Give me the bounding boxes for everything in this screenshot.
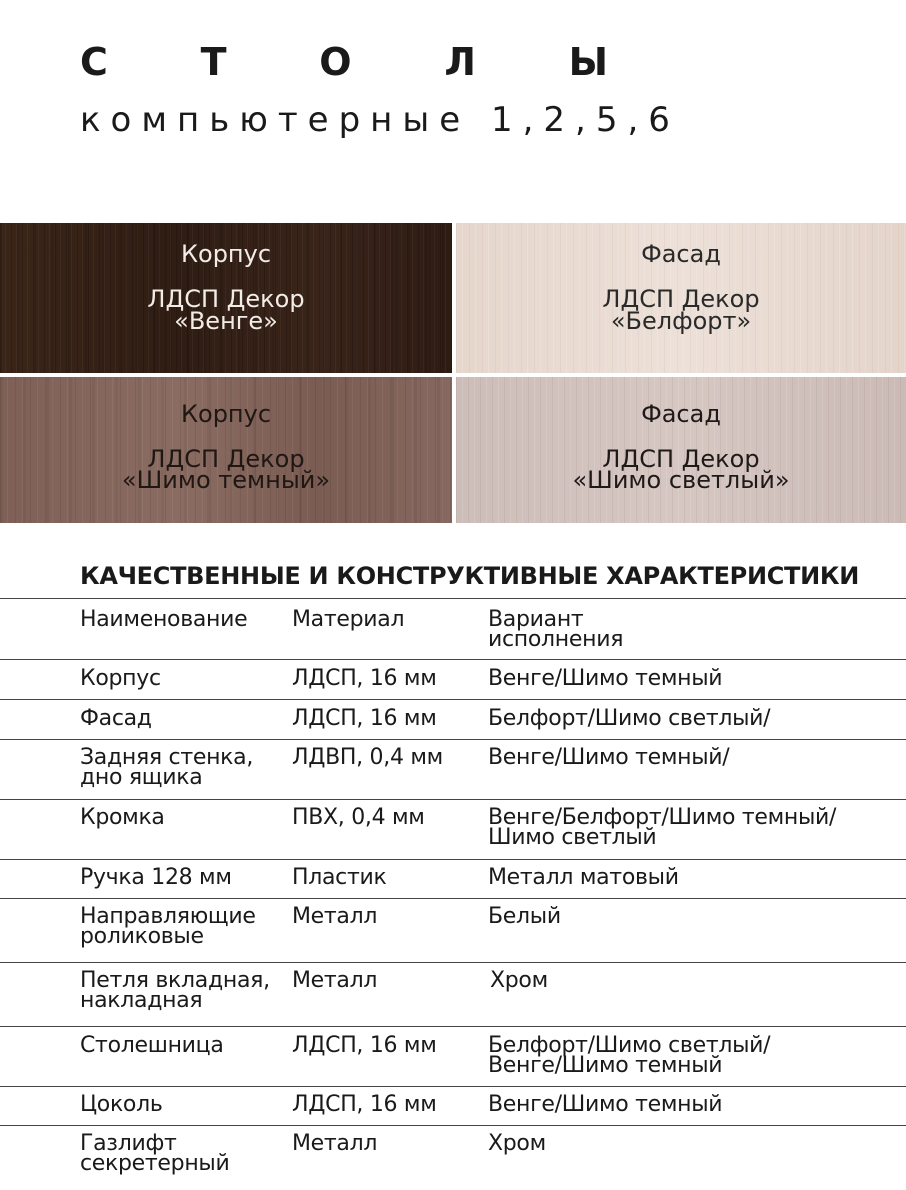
- swatch-material-line1: ЛДСП Декор: [147, 285, 305, 313]
- swatch-shimo-light: [456, 377, 906, 523]
- table-divider: [0, 859, 906, 860]
- title-letter: С: [80, 40, 110, 84]
- table-divider: [0, 659, 906, 660]
- row-name: Петля вкладная,: [80, 968, 270, 993]
- swatch-label: Корпус: [180, 400, 272, 428]
- row-name: Кромка: [80, 805, 165, 830]
- row-variant: Белый: [488, 904, 561, 929]
- row-variant: Хром: [490, 968, 548, 993]
- header-name: Наименование: [80, 607, 248, 632]
- swatch-material-line2: «Венге»: [174, 307, 278, 335]
- swatch-label: Фасад: [641, 400, 721, 428]
- row-material: ЛДСП, 16 мм: [292, 1092, 437, 1117]
- row-material: ЛДВП, 0,4 мм: [292, 745, 443, 770]
- page-title: [80, 40, 610, 84]
- header-variant-line1: Вариант: [488, 607, 584, 632]
- row-name-line2: роликовые: [80, 924, 204, 949]
- swatch-label: Фасад: [641, 240, 721, 268]
- title-letter: Т: [200, 40, 229, 84]
- table-divider: [0, 1026, 906, 1027]
- title-letter: Л: [444, 40, 478, 84]
- specs-title: КАЧЕСТВЕННЫЕ И КОНСТРУКТИВНЫЕ ХАРАКТЕРИСТИКИ: [80, 562, 860, 590]
- swatch-material-line2: «Шимо темный»: [121, 466, 331, 494]
- page-subtitle: компьютерные 1,2,5,6: [80, 100, 680, 140]
- row-variant: Венге/Шимо темный: [488, 666, 723, 691]
- swatch-material-line1: ЛДСП Декор: [602, 445, 760, 473]
- row-material: Металл: [292, 1131, 378, 1156]
- row-name-line2: секретерный: [80, 1151, 230, 1176]
- row-material: ЛДСП, 16 мм: [292, 1033, 437, 1058]
- row-variant: Белфорт/Шимо светлый/: [488, 706, 771, 731]
- table-divider: [0, 898, 906, 899]
- swatch-shimo-dark: [0, 377, 452, 523]
- row-variant: Хром: [488, 1131, 546, 1156]
- row-material: ЛДСП, 16 мм: [292, 666, 437, 691]
- table-divider: [0, 699, 906, 700]
- row-material: ПВХ, 0,4 мм: [292, 805, 425, 830]
- table-divider: [0, 799, 906, 800]
- row-material: Металл: [292, 904, 378, 929]
- row-variant: Венге/Шимо темный/: [488, 745, 730, 770]
- table-divider: [0, 962, 906, 963]
- swatch-material-line1: ЛДСП Декор: [147, 445, 305, 473]
- title-letter: Ы: [568, 40, 610, 84]
- table-divider: [0, 1125, 906, 1126]
- table-divider: [0, 1086, 906, 1087]
- row-name: Столешница: [80, 1033, 224, 1058]
- row-variant: Венге/Белфорт/Шимо темный/: [488, 805, 837, 830]
- row-name: Задняя стенка,: [80, 745, 254, 770]
- row-material: Пластик: [292, 865, 387, 890]
- table-divider: [0, 739, 906, 740]
- swatch-material-line1: ЛДСП Декор: [602, 285, 760, 313]
- row-material: Металл: [292, 968, 378, 993]
- row-name: Корпус: [80, 666, 161, 691]
- row-name: Газлифт: [80, 1131, 177, 1156]
- swatch-belfort: [456, 223, 906, 373]
- row-name: Направляющие: [80, 904, 256, 929]
- swatch-label: Корпус: [180, 240, 272, 268]
- row-variant: Белфорт/Шимо светлый/: [488, 1033, 771, 1058]
- row-variant: Металл матовый: [488, 865, 679, 890]
- row-name: Цоколь: [80, 1092, 163, 1117]
- row-name-line2: накладная: [80, 988, 203, 1013]
- title-letter: О: [319, 40, 354, 84]
- swatch-material-line2: «Белфорт»: [610, 307, 752, 335]
- table-divider: [0, 598, 906, 599]
- row-name: Фасад: [80, 706, 152, 731]
- swatch-material-line2: «Шимо светлый»: [572, 466, 790, 494]
- header-variant-line2: исполнения: [488, 627, 624, 652]
- swatch-wenge: [0, 223, 452, 373]
- row-variant-line2: Шимо светлый: [488, 825, 657, 850]
- row-variant: Венге/Шимо темный: [488, 1092, 723, 1117]
- row-variant-line2: Венге/Шимо темный: [488, 1053, 723, 1078]
- row-name: Ручка 128 мм: [80, 865, 232, 890]
- header-material: Материал: [292, 607, 405, 632]
- row-material: ЛДСП, 16 мм: [292, 706, 437, 731]
- row-name-line2: дно ящика: [80, 765, 203, 790]
